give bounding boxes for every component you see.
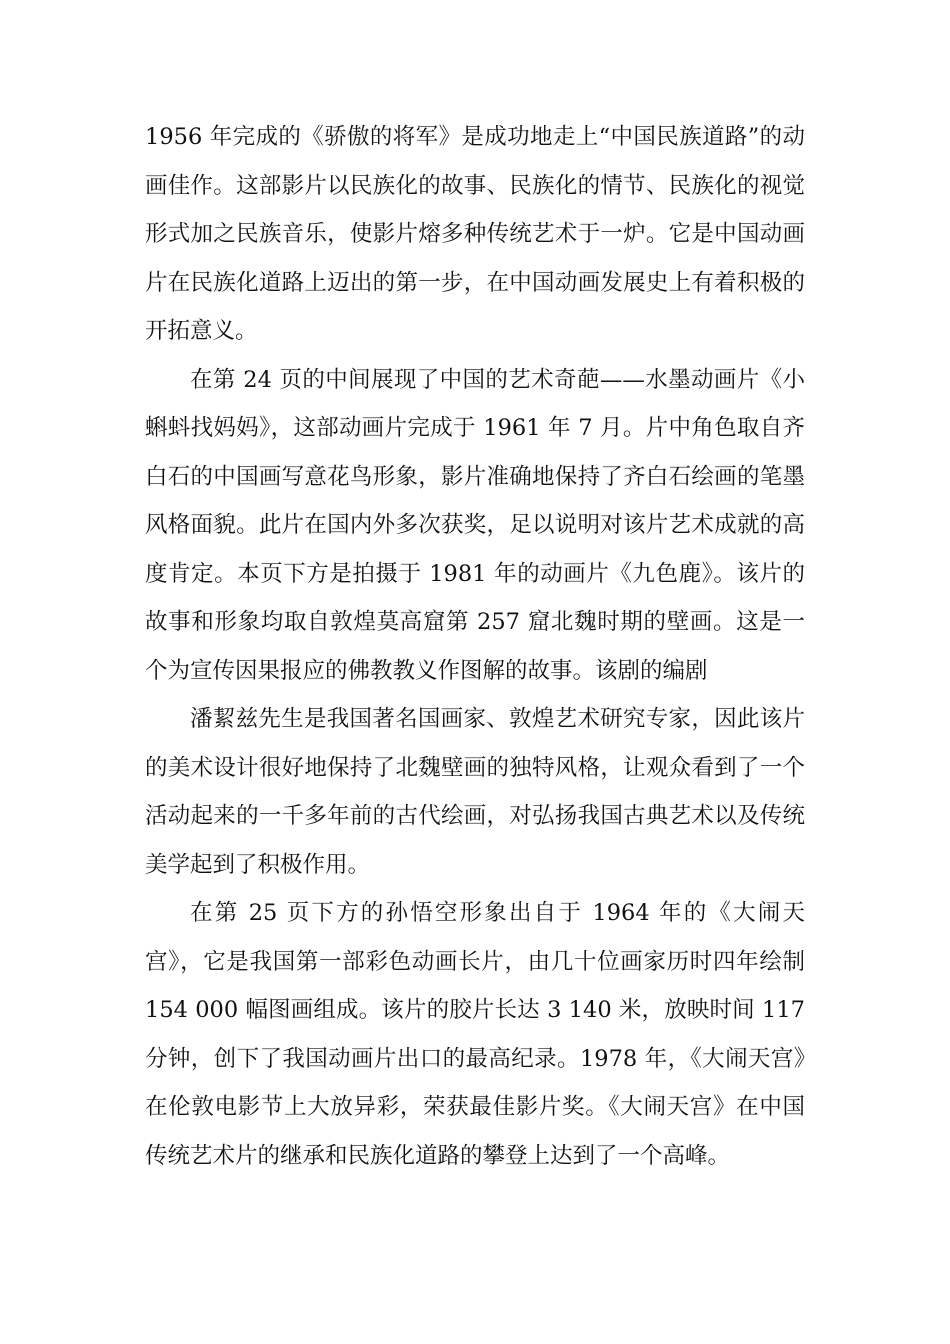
paragraph-3: 潘絜兹先生是我国著名国画家、敦煌艺术研究专家，因此该片的美术设计很好地保持了北魏壁画的独特风格，让观众看到了一个活动起来的一千多年前的古代绘画，对弘扬我国古典艺术以及传统美学起到了积极作用。 [145, 706, 805, 878]
paragraph-4: 在第 25 页下方的孙悟空形象出自于 1964 年的《大闹天宫》，它是我国第一部彩色动画长片，由几十位画家历时四年绘制 154 000 幅图画组成。该片的胶片长达 3 140 米，放映时间 117 分钟，创下了我国动画片出口的最高纪录。1978 年，《大闹天宫》在伦敦电影节上大放异彩，荣获最佳影片奖。《大闹天宫》在中国传统艺术片的继承和民族化道路的攀登上达到了一个高峰。 [145, 900, 813, 1169]
paragraph-2: 在第 24 页的中间展现了中国的艺术奇葩——水墨动画片《小蝌蚪找妈妈》，这部动画片完成于 1961 年 7 月。片中角色取自齐白石的中国画写意花鸟形象，影片准确地保持了齐白石绘画的笔墨风格面貌。此片在国内外多次获奖，足以说明对该片艺术成就的高度肯定。本页下方是拍摄于 1981 年的动画片《九色鹿》。该片的故事和形象均取自敦煌莫高窟第 257 窟北魏时期的壁画。这是一个为宣传因果报应的佛教教义作图解的故事。该剧的编剧 [145, 366, 805, 684]
paragraph-1: 1956 年完成的《骄傲的将军》是成功地走上“中国民族道路”的动画佳作。这部影片以民族化的故事、民族化的情节、民族化的视觉形式加之民族音乐，使影片熔多种传统艺术于一炉。它是中国动画片在民族化道路上迈出的第一步，在中国动画发展史上有着积极的开拓意义。 [145, 124, 805, 344]
document-body [145, 113, 813, 1180]
